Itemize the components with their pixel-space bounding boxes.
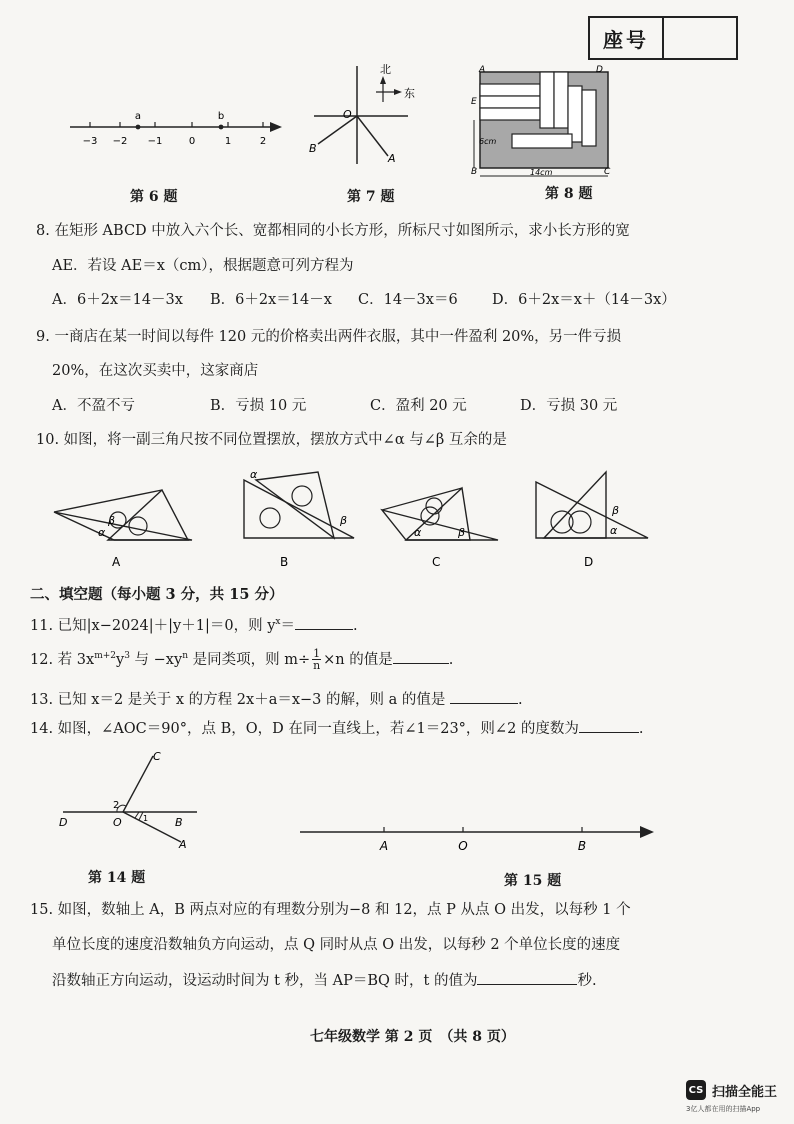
question-12-fraction [312,648,321,671]
point-o-label: O [113,816,122,829]
question-8-option-a[interactable]: A．6＋2x＝14－3x [52,292,183,308]
question-11-eq: ＝ [280,617,295,634]
point-b-label: B [309,142,317,155]
question-12-answer-blank[interactable] [393,649,449,664]
point-b-label: B [577,839,587,853]
height-label: 6cm [479,137,497,146]
figure-6-caption: 第 6 题 [130,189,178,205]
question-10-line1: 10. 如图，将一副三角尺按不同位置摆放，摆放方式中∠α 与∠β 互余的是 [36,432,507,448]
question-13-text: 13. 已知 x＝2 是关于 x 的方程 2x＋a＝x−3 的解，则 a 的值是 [30,692,446,708]
camscanner-logo-icon: CS [686,1080,706,1100]
question-9-option-d[interactable]: D．亏损 30 元 [520,398,618,414]
tick-label: 0 [188,136,196,147]
watermark-subtitle: 3亿人都在用的扫描App [686,1105,761,1113]
angle-1-label: 1 [143,814,149,823]
question-9-line1: 9. 一商店在某一时间以每件 120 元的价格卖出两件衣服，其中一件盈利 20%，另一件亏损 [36,329,622,345]
question-14-text: 14. 如图，∠AOC＝90°，点 B，O，D 在同一直线上，若∠1＝23°，则∠2 的度数为 [30,721,579,737]
question-12 [30,646,453,671]
question-12-mid3: 是同类项，则 m÷ [187,651,311,668]
point-o-label: O [458,839,468,853]
figure-label-c: C [432,555,441,569]
question-9-option-c[interactable]: C．盈利 20 元 [370,398,467,414]
question-10-figure-c[interactable] [378,470,508,570]
question-15-line3-end: 秒. [577,973,597,989]
question-14-answer-blank[interactable] [579,718,639,733]
beta-label: β [612,504,620,517]
question-8-option-b[interactable]: B．6＋2x＝14－x [210,292,332,308]
point-e-label: E [471,97,477,107]
figure-7-caption: 第 7 题 [347,189,395,205]
question-10-figure-a[interactable] [50,470,200,570]
question-14 [30,718,644,739]
figure-8-rectangle [470,64,620,182]
question-15-line2: 单位长度的速度沿数轴负方向运动，点 Q 同时从点 O 出发，以每秒 2 个单位长度的速度 [52,937,621,953]
alpha-label: α [250,468,258,481]
tick-label: −3 [82,136,98,147]
question-11-answer-blank[interactable] [295,615,353,630]
vertex-d-label: D [596,65,603,75]
point-b-label: b [217,111,225,122]
question-15-line3 [52,970,597,991]
north-label: 北 [380,63,391,76]
question-8-line2: AE．若设 AE＝x（cm），根据题意可列方程为 [52,258,354,274]
point-a-label: A [179,838,187,850]
width-label: 14cm [530,168,553,177]
point-a-label: a [134,111,142,122]
question-11-text: 11. 已知|x−2024|＋|y＋1|＝0，则 y [30,617,276,634]
alpha-label: α [414,526,422,539]
tick-label: 1 [224,136,232,147]
figure-15-caption: 第 15 题 [504,873,562,889]
figure-15-number-line [290,818,660,858]
fraction-denominator: n [313,659,321,673]
point-d-label: D [59,816,68,829]
question-10-figure-b[interactable] [236,466,366,570]
seat-label: 座号 [590,18,664,58]
angle-2-label: 2 [113,800,120,811]
vertex-b-label: B [471,167,478,177]
question-13-end: . [517,692,523,708]
fraction-numerator: 1 [313,647,321,661]
question-12-sup1: m+2 [94,651,116,661]
figure-label-a: A [112,555,121,569]
point-o-label: O [343,108,352,121]
alpha-label: α [610,524,618,537]
figure-label-b: B [280,555,289,569]
figure-6-number-line [60,100,290,160]
question-9-option-a[interactable]: A．不盈不亏 [52,398,135,414]
question-11 [30,612,358,636]
point-a-label: A [388,152,396,165]
beta-label: β [108,514,116,527]
figure-14-caption: 第 14 题 [88,870,146,886]
point-a-label: A [379,839,389,853]
tick-label: −2 [112,136,128,147]
question-12-end: . [448,651,454,668]
vertex-a-label: A [479,65,486,75]
figure-8-caption: 第 8 题 [545,186,593,202]
question-12-text: 12. 若 3x [30,651,95,668]
question-12-mid1: y [116,651,125,668]
figure-7-directions [300,56,430,176]
question-11-end: . [352,617,358,634]
question-13 [30,689,523,710]
question-9-line2: 20%，在这次买卖中，这家商店 [52,363,259,379]
question-12-post: ×n 的值是 [323,651,393,668]
question-12-sup2: 3 [124,651,130,661]
question-15-line1: 15. 如图，数轴上 A，B 两点对应的有理数分别为−8 和 12，点 P 从点 O 出发，以每秒 1 个 [30,902,631,918]
question-11-sup: x [275,617,281,627]
east-label: 东 [404,87,415,100]
question-10-figure-d[interactable] [530,466,660,570]
question-14-end: . [638,721,644,737]
point-c-label: C [153,750,161,763]
seat-number-box [588,16,738,60]
seat-blank[interactable] [664,18,736,58]
beta-label: β [458,526,466,539]
question-15-answer-blank[interactable] [477,970,577,985]
question-15-line3-text: 沿数轴正方向运动，设运动时间为 t 秒，当 AP＝BQ 时，t 的值为 [52,973,478,989]
question-12-sup3: n [182,651,188,661]
beta-label: β [340,514,348,527]
watermark-name: 扫描全能王 [712,1084,778,1100]
page-footer: 七年级数学 第 2 页 （共 8 页） [310,1029,515,1045]
point-b-label: B [175,816,183,829]
vertex-c-label: C [604,167,611,177]
alpha-label: α [98,526,106,539]
question-12-mid2: 与 −xy [129,651,183,668]
question-8-line1: 8. 在矩形 ABCD 中放入六个长、宽都相同的小长方形，所标尺寸如图所示，求小长方形的宽 [36,223,630,239]
question-9-option-b[interactable]: B．亏损 10 元 [210,398,307,414]
question-8-option-d[interactable]: D．6＋2x＝x＋（14－3x） [492,292,676,308]
question-8-option-c[interactable]: C．14－3x＝6 [358,292,458,308]
tick-label: 2 [259,136,267,147]
figure-14-angles [55,750,205,850]
figure-label-d: D [584,555,594,569]
scanner-watermark [686,1080,777,1100]
tick-label: −1 [147,136,163,147]
section-2-title: 二、填空题（每小题 3 分，共 15 分） [30,586,284,603]
question-13-answer-blank[interactable] [450,689,518,704]
